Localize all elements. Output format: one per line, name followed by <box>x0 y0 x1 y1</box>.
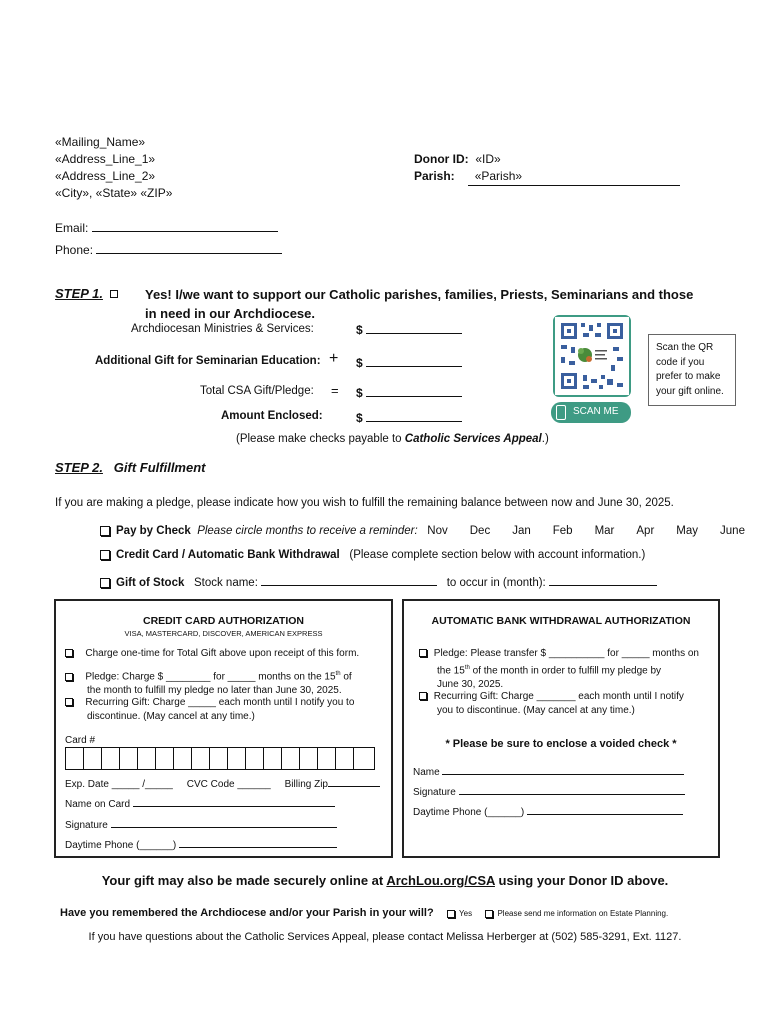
row-enclosed <box>221 410 323 422</box>
step1-heading-line1: Yes! I/we want to support our Catholic parishes, families, Priests, Seminarians and those <box>145 287 694 302</box>
scan-me-button[interactable] <box>551 402 631 423</box>
bank-phone-label: Daytime Phone (______) <box>413 807 525 818</box>
donor-id-value: «ID» <box>475 152 501 166</box>
cc-option-recurring[interactable]: Recurring Gift: Charge _____ each month until I notify you to discontinue. (May cancel at any time.) <box>65 696 390 724</box>
bank-phone-row <box>413 805 683 820</box>
will-question-row <box>60 905 668 919</box>
step1-checkbox[interactable] <box>110 290 118 298</box>
will-yes-option[interactable]: Yes <box>447 909 472 918</box>
credit-card-option[interactable] <box>100 549 645 561</box>
parish-field[interactable] <box>468 168 680 186</box>
ministries-amount: $ <box>356 322 462 337</box>
qr-code-icon <box>555 317 629 395</box>
credit-card-checkbox[interactable] <box>100 550 110 560</box>
bank-pledge-checkbox[interactable] <box>419 649 427 657</box>
qr-code[interactable] <box>553 315 631 397</box>
enclosed-amount-field[interactable] <box>366 410 462 422</box>
exp-date-field[interactable]: Exp. Date _____ /_____ <box>65 779 173 790</box>
row-seminarian <box>95 355 321 367</box>
bank-name-row <box>413 765 684 780</box>
bank-signature-field[interactable] <box>459 785 685 795</box>
gift-of-stock-option[interactable] <box>100 574 657 589</box>
credit-card-authorization-box <box>54 599 393 858</box>
email-label: Email: <box>55 221 89 235</box>
cc-option-onetime[interactable]: Charge one-time for Total Gift above upon receipt of this form. <box>65 647 390 661</box>
email-field[interactable] <box>92 220 278 232</box>
bank-option-pledge[interactable]: Pledge: Please transfer $ __________ for _____ months on the 15th of the month in order to fulfill my pledge by June 30, 2025. <box>419 647 717 692</box>
ministries-amount-field[interactable] <box>366 322 462 334</box>
donor-info <box>414 151 694 186</box>
phone-icon <box>556 405 566 420</box>
cc-pledge-checkbox[interactable] <box>65 673 73 681</box>
estate-planning-checkbox[interactable] <box>485 910 493 918</box>
phone-row <box>55 242 282 259</box>
bank-recurring-checkbox[interactable] <box>419 692 427 700</box>
bank-phone-field[interactable] <box>527 805 683 815</box>
bank-name-field[interactable] <box>442 765 684 775</box>
seminarian-amount: $ <box>356 355 462 370</box>
checks-payee: Catholic Services Appeal <box>404 433 542 445</box>
row-ministries <box>131 323 314 335</box>
credit-card-title: CREDIT CARD AUTHORIZATION <box>143 615 304 627</box>
bank-signature-label: Signature <box>413 787 456 798</box>
seminarian-amount-field[interactable] <box>366 355 462 367</box>
stock-name-label: Stock name: <box>193 577 258 589</box>
month-dec[interactable]: Dec <box>469 525 491 537</box>
enclosed-label: Amount Enclosed: <box>221 410 323 422</box>
bank-title: AUTOMATIC BANK WITHDRAWAL AUTHORIZATION <box>431 615 691 627</box>
phone-field[interactable] <box>96 242 282 254</box>
bank-signature-row <box>413 785 685 800</box>
online-gift-line: Your gift may also be made securely online at ArchLou.org/CSA using your Donor ID above. <box>101 873 669 888</box>
month-jan[interactable]: Jan <box>512 525 531 537</box>
scan-me-label: SCAN ME <box>573 406 619 417</box>
step2-heading <box>55 460 206 475</box>
phone-label: Phone: <box>55 243 94 257</box>
bank-withdrawal-box <box>402 599 720 858</box>
step1-heading <box>145 285 745 323</box>
will-question: Have you remembered the Archdiocese and/or your Parish in your will? <box>60 907 434 919</box>
stock-month-label: to occur in (month): <box>446 577 546 589</box>
billing-zip-field[interactable] <box>328 777 380 787</box>
total-amount-field[interactable] <box>366 385 462 397</box>
donor-id-label: Donor ID: <box>414 152 469 166</box>
bank-option-recurring[interactable]: Recurring Gift: Charge _______ each month until I notify you to discontinue. (May cancel at any time.) <box>419 690 717 718</box>
estate-planning-option[interactable]: Please send me information on Estate Planning. <box>485 909 668 918</box>
cc-option-pledge[interactable]: Pledge: Charge $ ________ for _____ months on the 15th of the month to fulfill my pledge no later than June 30, 2025. <box>65 667 390 698</box>
month-nov[interactable]: Nov <box>427 525 448 537</box>
plus-operator: + <box>329 350 339 367</box>
credit-card-subtitle: VISA, MASTERCARD, DISCOVER, AMERICAN EXPRESS <box>124 629 323 638</box>
pay-by-check-option[interactable] <box>100 525 745 537</box>
row-total <box>200 385 314 397</box>
voided-check-note: * Please be sure to enclose a voided check * <box>445 738 677 750</box>
mailing-name: «Mailing_Name» <box>55 135 146 149</box>
month-mar[interactable]: Mar <box>594 525 615 537</box>
card-number-field[interactable] <box>65 747 375 770</box>
city-state-zip: «City», «State» «ZIP» <box>55 186 173 200</box>
enclosed-amount: $ <box>356 410 462 425</box>
pay-by-check-label: Pay by Check <box>116 525 191 537</box>
stock-month-field[interactable] <box>549 574 657 586</box>
name-on-card-row <box>65 797 335 812</box>
cc-phone-row <box>65 838 337 853</box>
step2-intro: If you are making a pledge, please indicate how you wish to fulfill the remaining balance between now and June 30, 2025. <box>55 497 674 509</box>
cc-signature-label: Signature <box>65 820 108 831</box>
step1-label: STEP 1. <box>55 286 103 301</box>
step2-title: Gift Fulfillment <box>113 460 206 475</box>
mailing-address <box>55 134 172 202</box>
email-row <box>55 220 278 237</box>
total-amount: $ <box>356 385 462 400</box>
month-june[interactable]: June <box>720 525 745 537</box>
cvc-field[interactable]: CVC Code ______ <box>186 779 271 790</box>
archlou-link[interactable]: ArchLou.org/CSA <box>386 873 495 888</box>
step2-label: STEP 2. <box>55 460 103 475</box>
name-on-card-field[interactable] <box>133 797 335 807</box>
step1-heading-line2: in need in our Archdiocese. <box>145 306 315 321</box>
contact-line: If you have questions about the Catholic Services Appeal, please contact Melissa Herberger at (502) 585-3291, Ext. 1127. <box>88 931 682 943</box>
credit-card-label: Credit Card / Automatic Bank Withdrawal <box>116 549 340 561</box>
checks-note: (Please make checks payable to Catholic Services Appeal.) <box>236 433 549 445</box>
card-number-label: Card # <box>65 735 96 746</box>
reminder-months <box>427 525 745 537</box>
cc-signature-row <box>65 818 337 833</box>
pay-by-check-note: Please circle months to receive a reminder: <box>197 525 418 537</box>
address-line-1: «Address_Line_1» <box>55 152 156 166</box>
credit-card-note: (Please complete section below with account information.) <box>349 549 646 561</box>
stock-checkbox[interactable] <box>100 578 110 588</box>
exp-cvc-zip-row <box>65 777 390 792</box>
cc-phone-label: Daytime Phone (______) <box>65 840 177 851</box>
total-label: Total CSA Gift/Pledge: <box>200 385 314 397</box>
cc-phone-field[interactable] <box>179 838 337 848</box>
cc-recurring-checkbox[interactable] <box>65 698 73 706</box>
parish-label: Parish: <box>414 169 455 183</box>
cc-signature-field[interactable] <box>111 818 337 828</box>
cc-onetime-checkbox[interactable] <box>65 649 73 657</box>
equals-operator: = <box>331 383 339 398</box>
will-yes-checkbox[interactable] <box>447 910 455 918</box>
billing-zip-label: Billing Zip <box>284 779 328 790</box>
bank-name-label: Name <box>413 767 440 778</box>
stock-label: Gift of Stock <box>116 577 185 589</box>
month-feb[interactable]: Feb <box>552 525 573 537</box>
month-apr[interactable]: Apr <box>636 525 655 537</box>
ministries-label: Archdiocesan Ministries & Services: <box>131 323 314 335</box>
address-line-2: «Address_Line_2» <box>55 169 156 183</box>
month-may[interactable]: May <box>676 525 699 537</box>
seminarian-label: Additional Gift for Seminarian Education: <box>95 355 321 367</box>
stock-name-field[interactable] <box>261 574 437 586</box>
parish-value: «Parish» <box>474 169 523 183</box>
qr-instructions: Scan the QR code if you prefer to make your gift online. <box>648 334 736 406</box>
name-on-card-label: Name on Card <box>65 799 131 810</box>
pay-by-check-checkbox[interactable] <box>100 526 110 536</box>
